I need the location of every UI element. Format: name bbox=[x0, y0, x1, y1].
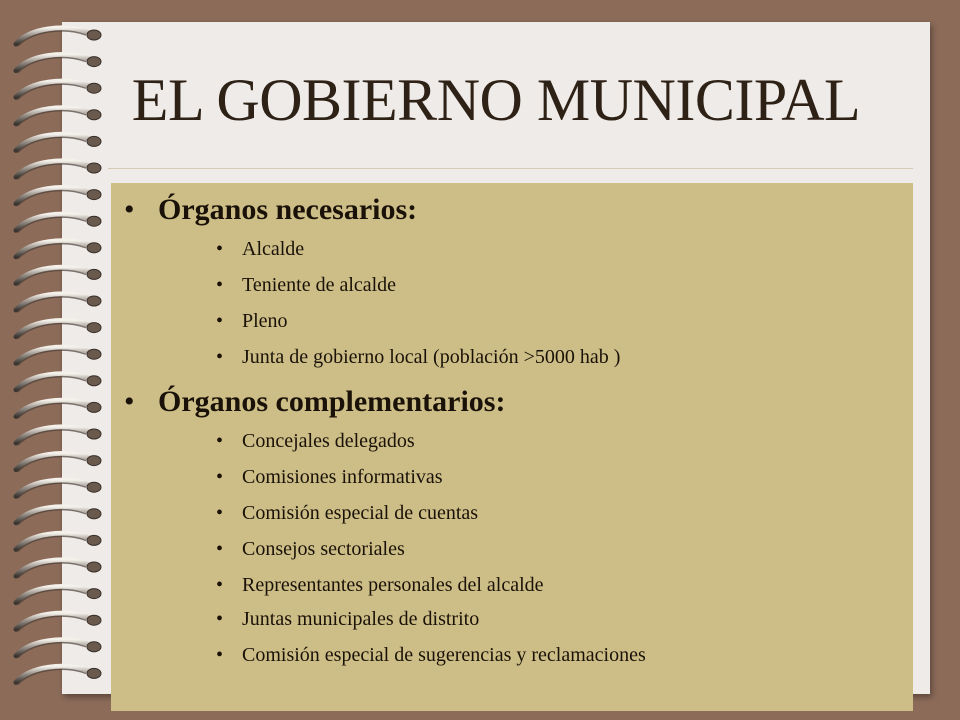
spiral-ring-icon bbox=[16, 427, 101, 445]
list-item bbox=[216, 466, 443, 489]
list-item-label: Concejales delegados bbox=[242, 430, 415, 452]
spiral-ring-icon bbox=[16, 400, 101, 418]
spiral-ring-icon bbox=[16, 454, 101, 472]
spiral-ring-icon bbox=[16, 28, 101, 46]
spiral-ring-icon bbox=[16, 507, 101, 525]
bullet-icon: • bbox=[216, 238, 224, 260]
bullet-icon: • bbox=[216, 310, 224, 332]
bullet-icon: • bbox=[216, 538, 224, 560]
list-item-label: Representantes personales del alcalde bbox=[242, 574, 544, 596]
list-item-label: Comisión especial de sugerencias y reclamaciones bbox=[242, 644, 646, 666]
spiral-ring-icon bbox=[16, 294, 101, 312]
list-item-label: Comisiones informativas bbox=[242, 466, 443, 488]
spiral-ring-icon bbox=[16, 560, 101, 578]
list-item bbox=[216, 238, 304, 261]
bullet-icon: • bbox=[216, 466, 224, 488]
list-item-label: Pleno bbox=[242, 310, 288, 332]
list-item bbox=[216, 608, 479, 631]
bullet-icon: • bbox=[216, 608, 224, 630]
section-heading-label: Órganos complementarios: bbox=[158, 385, 506, 418]
spiral-ring-icon bbox=[16, 533, 101, 551]
list-item-label: Juntas municipales de distrito bbox=[242, 608, 480, 630]
list-item bbox=[216, 310, 288, 333]
slide-title: EL GOBIERNO MUNICIPAL bbox=[131, 67, 861, 133]
spiral-ring-icon bbox=[16, 374, 101, 392]
bullet-icon: • bbox=[216, 574, 224, 596]
spiral-ring-icon bbox=[16, 613, 101, 631]
bullet-icon: • bbox=[216, 502, 224, 524]
spiral-ring-icon bbox=[16, 134, 101, 152]
list-item bbox=[216, 502, 478, 525]
list-item bbox=[216, 346, 620, 369]
section-heading-necesarios bbox=[124, 193, 417, 227]
list-item bbox=[216, 574, 544, 597]
spiral-ring-icon bbox=[16, 188, 101, 206]
list-item bbox=[216, 274, 396, 297]
list-item bbox=[216, 538, 405, 561]
spiral-ring-icon bbox=[16, 347, 101, 365]
spiral-ring-icon bbox=[16, 666, 101, 684]
bullet-icon: • bbox=[216, 274, 224, 296]
spiral-ring-icon bbox=[16, 640, 101, 658]
bullet-icon: • bbox=[216, 346, 224, 368]
list-item-label: Alcalde bbox=[242, 238, 305, 260]
section-heading-label: Órganos necesarios: bbox=[158, 193, 418, 226]
title-divider bbox=[108, 168, 913, 169]
spiral-ring-icon bbox=[16, 161, 101, 179]
spiral-ring-icon bbox=[16, 480, 101, 498]
spiral-ring-icon bbox=[16, 214, 101, 232]
bullet-icon: • bbox=[216, 644, 224, 666]
list-item-label: Teniente de alcalde bbox=[242, 274, 397, 296]
bullet-icon: • bbox=[124, 385, 135, 418]
section-heading-complementarios bbox=[124, 385, 505, 419]
spiral-ring-icon bbox=[16, 241, 101, 259]
spiral-ring-icon bbox=[16, 587, 101, 605]
list-item-label: Junta de gobierno local (población >5000 hab ) bbox=[242, 346, 621, 368]
list-item bbox=[216, 644, 646, 667]
spiral-ring-icon bbox=[16, 321, 101, 339]
list-item-label: Consejos sectoriales bbox=[242, 538, 405, 560]
list-item-label: Comisión especial de cuentas bbox=[242, 502, 479, 524]
bullet-icon: • bbox=[124, 193, 135, 226]
spiral-ring-icon bbox=[16, 267, 101, 285]
list-item bbox=[216, 430, 415, 453]
bullet-icon: • bbox=[216, 430, 224, 452]
